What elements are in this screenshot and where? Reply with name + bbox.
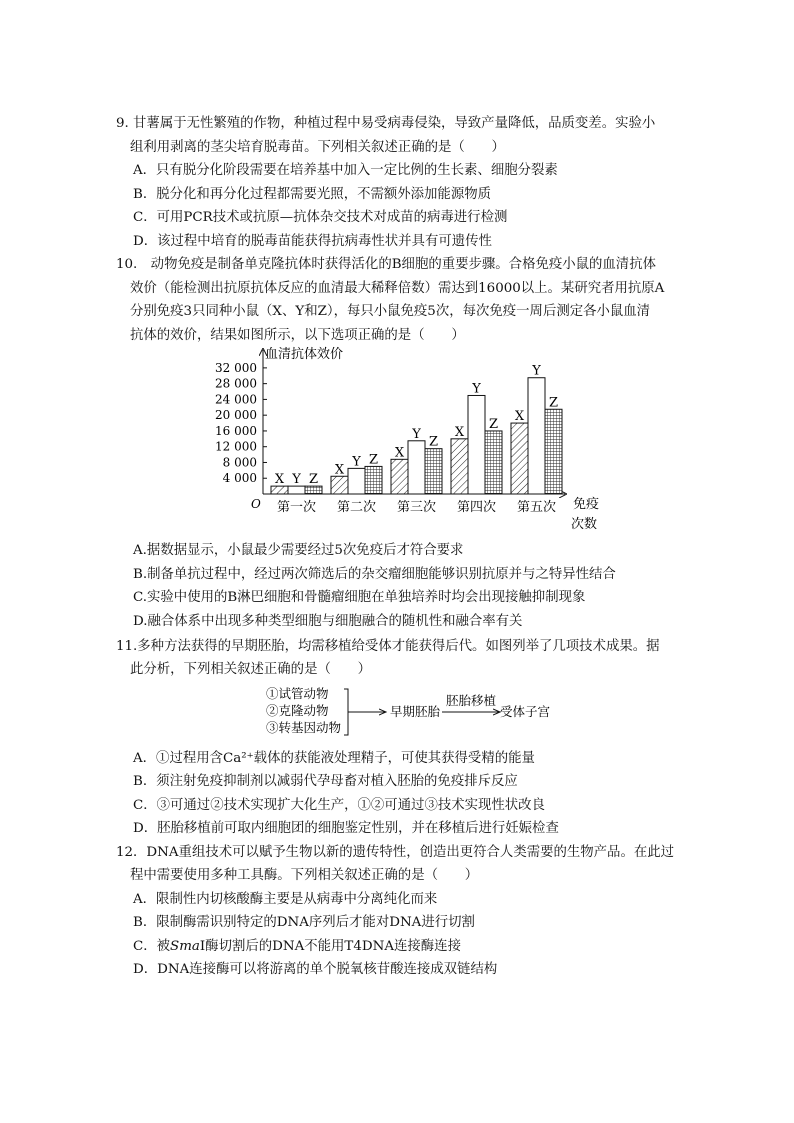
chart-svg [205, 346, 605, 536]
q11-option-c: C．③可通过②技术实现扩大化生产，①②可通过③技术实现性状改良 [133, 798, 545, 813]
bar-label-X: X [514, 409, 525, 425]
q12-option-c-prefix: C．被 [133, 939, 171, 954]
q12-option-a: A．限制性内切核酸酶主要是从病毒中分离纯化而来 [133, 892, 438, 907]
diagram-brace [344, 689, 348, 735]
q9-option-a: A．只有脱分化阶段需要在培养基中加入一定比例的生长素、细胞分裂素 [133, 163, 558, 178]
bar-label-X: X [334, 462, 345, 478]
diagram-arrow-label: 胚胎移植 [446, 693, 497, 708]
bar-X-2 [331, 476, 348, 494]
q11-stem-line1: 11.多种方法获得的早期胚胎，均需移植给受体才能获得后代。如图列举了几项技术成果。据 [116, 639, 660, 654]
q10-option-d: D.融合体系中出现多种类型细胞与细胞融合的随机性和融合率有关 [133, 614, 523, 629]
bar-Y-1 [288, 486, 305, 494]
q12-option-c [133, 937, 461, 957]
q12-stem-line2: 程中需要使用多种工具酶。下列相关叙述正确的是（ ） [130, 868, 479, 883]
bar-label-Z: Z [548, 395, 559, 411]
y-tick-label: 4 000 [222, 471, 257, 486]
q9-stem-line2: 组利用剥离的茎尖培育脱毒苗。下列相关叙述正确的是（ ） [130, 140, 505, 155]
diagram-item-1: ①试管动物 [266, 686, 329, 701]
q9-option-c: C．可用PCR技术或抗原—抗体杂交技术对成苗的病毒进行检测 [133, 210, 508, 225]
bar-label-X: X [454, 424, 465, 440]
bar-label-Y: Y [352, 454, 361, 470]
y-tick-label: 24 000 [215, 392, 257, 407]
q11-option-d: D．胚胎移植前可取内细胞团的细胞鉴定性别，并在移植后进行妊娠检查 [133, 821, 559, 836]
q12-option-d: D．DNA连接酶可以将游离的单个脱氧核苷酸连接成双链结构 [133, 962, 498, 977]
q9-option-b: B．脱分化和再分化过程都需要光照，不需额外添加能源物质 [133, 187, 491, 202]
diagram-item-3: ③转基因动物 [266, 720, 342, 735]
diagram-middle: 早期胚胎 [390, 704, 441, 719]
q9-stem-line1: 9. 甘薯属于无性繁殖的作物，种植过程中易受病毒侵染，导致产量降低，品质变差。实验小 [116, 116, 656, 131]
origin-label: O [251, 497, 261, 511]
x-axis-label-line2: 次数 [571, 517, 598, 532]
bar-label-Y: Y [532, 363, 541, 379]
q11-option-a: A．①过程用含Ca²⁺载体的获能液处理精子，可使其获得受精的能量 [133, 751, 535, 766]
bar-X-5 [511, 423, 528, 494]
bar-label-Z: Z [368, 452, 379, 468]
y-tick-label: 28 000 [215, 376, 257, 391]
diagram-end: 受体子宫 [500, 704, 551, 719]
bar-label-Y: Y [412, 426, 421, 442]
y-tick-label: 20 000 [215, 408, 257, 423]
q9-option-d: D．该过程中培育的脱毒苗能获得抗病毒性状并具有可遗传性 [133, 234, 492, 249]
bar-X-4 [451, 439, 468, 494]
category-label: 第四次 [456, 500, 497, 515]
y-tick-label: 12 000 [215, 439, 257, 454]
bar-label-Z: Z [428, 434, 439, 450]
bar-X-1 [271, 486, 288, 494]
q12-option-c-enzyme: Sma [170, 939, 200, 954]
bar-label-Y: Y [292, 472, 301, 488]
x-axis-label-line1: 免疫 [573, 497, 600, 512]
q11-option-b: B．须注射免疫抑制剂以减弱代孕母畜对植入胚胎的免疫排斥反应 [133, 774, 518, 789]
category-label: 第三次 [396, 500, 437, 515]
y-tick-label: 16 000 [215, 423, 257, 438]
category-label: 第二次 [336, 500, 377, 515]
bar-label-X: X [274, 472, 285, 488]
q10-stem-line3: 分别免疫3只同种小鼠（X、Y和Z），每只小鼠免疫5次，每次免疫一周后测定各小鼠血清 [130, 304, 651, 319]
bar-Y-4 [468, 395, 485, 494]
bar-label-Y: Y [472, 381, 481, 397]
bar-Z-2 [365, 466, 382, 494]
bar-label-X: X [394, 445, 405, 461]
q12-option-b: B．限制酶需识别特定的DNA序列后才能对DNA进行切割 [133, 915, 475, 930]
y-tick-label: 8 000 [222, 455, 257, 470]
y-tick-label: 32 000 [215, 360, 257, 375]
antibody-titer-chart [205, 346, 605, 536]
q10-option-c: C.实验中使用的B淋巴细胞和骨髓瘤细胞在单独培养时均会出现接触抑制现象 [133, 590, 586, 605]
category-label: 第五次 [516, 500, 557, 515]
y-axis-label: 血清抗体效价 [265, 347, 344, 362]
bar-Z-1 [305, 486, 322, 494]
q10-option-a: A.据数据显示，小鼠最少需要经过5次免疫后才符合要求 [133, 543, 464, 558]
q10-stem-line2: 效价（能检测出抗原抗体反应的血清最大稀释倍数）需达到16000以上。某研究者用抗原A [130, 281, 665, 296]
bar-X-3 [391, 459, 408, 494]
bar-Z-5 [545, 409, 562, 494]
bar-Y-3 [408, 441, 425, 494]
q10-option-b: B.制备单抗过程中，经过两次筛选后的杂交瘤细胞能够识别抗原并与之特异性结合 [133, 567, 616, 582]
q11-stem-line2: 此分析，下列相关叙述正确的是（ ） [130, 662, 372, 677]
bar-label-Z: Z [308, 472, 319, 488]
diagram-item-2: ②克隆动物 [266, 703, 329, 718]
bar-Y-2 [348, 468, 365, 494]
bar-label-Z: Z [488, 416, 499, 432]
bar-Y-5 [528, 378, 545, 494]
q12-option-c-suffix: Ⅰ酶切割后的DNA不能用T4DNA连接酶连接 [199, 939, 461, 954]
q10-stem-line1: 10. 动物免疫是制备单克隆抗体时获得活化的B细胞的重要步骤。合格免疫小鼠的血清抗体 [116, 257, 656, 272]
q12-stem-line1: 12．DNA重组技术可以赋予生物以新的遗传特性，创造出更符合人类需要的生物产品。在此过 [116, 845, 675, 860]
category-label: 第一次 [276, 500, 317, 515]
embryo-transfer-diagram [262, 685, 562, 741]
q10-stem-line4: 抗体的效价，结果如图所示，以下选项正确的是（ ） [130, 328, 465, 343]
bar-Z-3 [425, 449, 442, 494]
bar-Z-4 [485, 431, 502, 494]
